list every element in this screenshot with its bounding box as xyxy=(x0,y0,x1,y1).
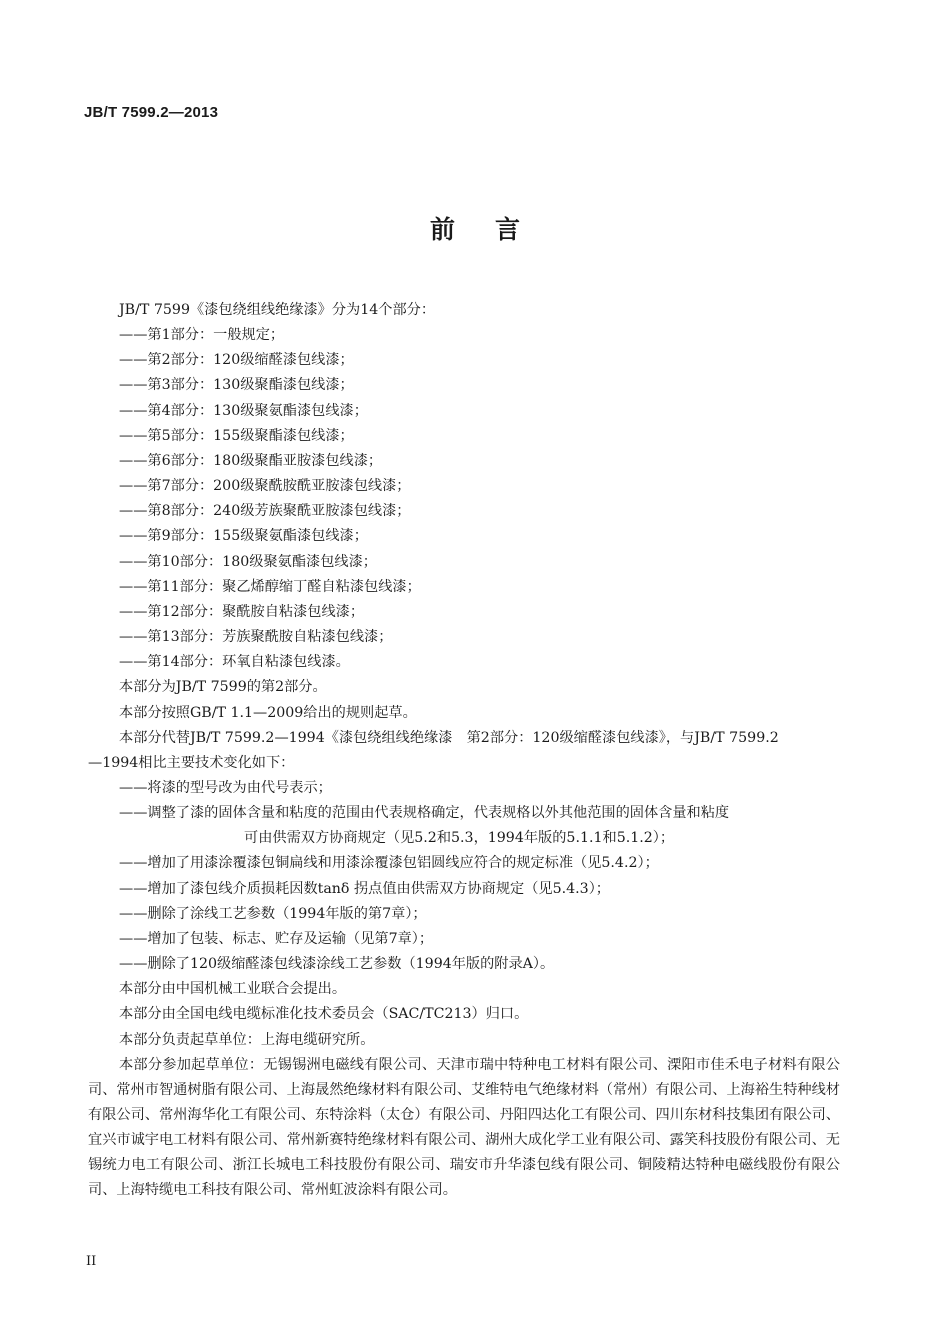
part-item-1: ——第1部分：一般规定； xyxy=(119,327,285,344)
part-of-paragraph: 本部分为JB/T 7599的第2部分。 xyxy=(119,679,327,696)
change-item-2-line1: ——调整了漆的固体含量和粘度的范围由代表规格确定，代表规格以外其他范围的固体含量和粘度 xyxy=(119,805,730,822)
change-item-3: ——增加了用漆涂覆漆包铜扁线和用漆涂覆漆包铝圆线应符合的规定标准（见5.4.2）； xyxy=(119,855,659,872)
part-item-14: ——第14部分：环氧自粘漆包线漆。 xyxy=(119,654,350,671)
change-item-6: ——增加了包装、标志、贮存及运输（见第7章）； xyxy=(119,930,434,947)
drafting-rules-paragraph: 本部分按照GB/T 1.1—2009给出的规则起草。 xyxy=(119,704,417,721)
change-item-1: ——将漆的型号改为由代号表示； xyxy=(119,779,332,796)
change-item-2-line2: 可由供需双方协商规定（见5.2和5.3，1994年版的5.1.1和5.1.2）； xyxy=(244,830,675,847)
proposed-by-paragraph: 本部分由中国机械工业联合会提出。 xyxy=(119,981,347,998)
foreword-body xyxy=(88,298,840,1204)
centralized-by-paragraph: 本部分由全国电线电缆标准化技术委员会（SAC/TC213）归口。 xyxy=(119,1006,529,1023)
part-item-3: ——第3部分：130级聚酯漆包线漆； xyxy=(119,377,354,394)
part-item-13: ——第13部分：芳族聚酰胺自粘漆包线漆； xyxy=(119,629,393,646)
part-item-9: ——第9部分：155级聚氨酯漆包线漆； xyxy=(119,528,368,545)
change-item-4: ——增加了漆包线介质损耗因数tanδ 拐点值由供需双方协商规定（见5.4.3）； xyxy=(119,880,610,897)
page-title: 前言 xyxy=(429,215,560,244)
part-item-5: ——第5部分：155级聚酯漆包线漆； xyxy=(119,427,354,444)
part-item-6: ——第6部分：180级聚酯亚胺漆包线漆； xyxy=(119,452,383,469)
change-item-7: ——删除了120级缩醛漆包线漆涂线工艺参数（1994年版的附录A）。 xyxy=(119,956,555,973)
part-item-12: ——第12部分：聚酰胺自粘漆包线漆； xyxy=(119,603,365,620)
replacement-paragraph-line2: —1994相比主要技术变化如下： xyxy=(88,754,295,771)
part-item-11: ——第11部分：聚乙烯醇缩丁醛自粘漆包线漆； xyxy=(119,578,421,595)
change-item-5: ——删除了涂线工艺参数（1994年版的第7章）； xyxy=(119,905,427,922)
part-item-2: ——第2部分：120级缩醛漆包线漆； xyxy=(119,352,354,369)
part-item-7: ——第7部分：200级聚酰胺酰亚胺漆包线漆； xyxy=(119,478,411,495)
participating-units-paragraph: 本部分参加起草单位：无锡锡洲电磁线有限公司、天津市瑞中特种电工材料有限公司、溧阳市佳禾电子材料有限公司、常州市智通树脂有限公司、上海晟然绝缘材料有限公司、艾维特电气绝缘材料（常州）有限公司、上海裕生特种线材有限公司、常州海华化工有限公司、东特涂料（太仓）有限公司、丹阳四达化工有限公司、四川东材科技集团有限公司、宜兴市诚宇电工材料有限公司、常州新赛特绝缘材料有限公司、湖州大成化学工业有限公司、露笑科技股份有限公司、无锡统力电工有限公司、浙江长城电工科技股份有限公司、瑞安市升华漆包线有限公司、铜陵精达特种电磁线股份有限公司、上海特缆电工科技有限公司、常州虹波涂料有限公司。 xyxy=(88,1056,840,1199)
page-number: II xyxy=(86,1254,97,1269)
part-item-4: ——第4部分：130级聚氨酯漆包线漆； xyxy=(119,402,368,419)
part-item-8: ——第8部分：240级芳族聚酰亚胺漆包线漆； xyxy=(119,503,411,520)
replacement-paragraph-line1: 本部分代替JB/T 7599.2—1994《漆包绕组线绝缘漆 第2部分：120级缩醛漆包线漆》，与JB/T 7599.2 xyxy=(119,729,779,746)
lead-drafting-unit-paragraph: 本部分负责起草单位：上海电缆研究所。 xyxy=(119,1031,375,1048)
part-item-10: ——第10部分：180级聚氨酯漆包线漆； xyxy=(119,553,377,570)
standard-number: JB/T 7599.2—2013 xyxy=(84,104,219,121)
intro-paragraph: JB/T 7599《漆包绕组线绝缘漆》分为14个部分： xyxy=(119,302,436,318)
